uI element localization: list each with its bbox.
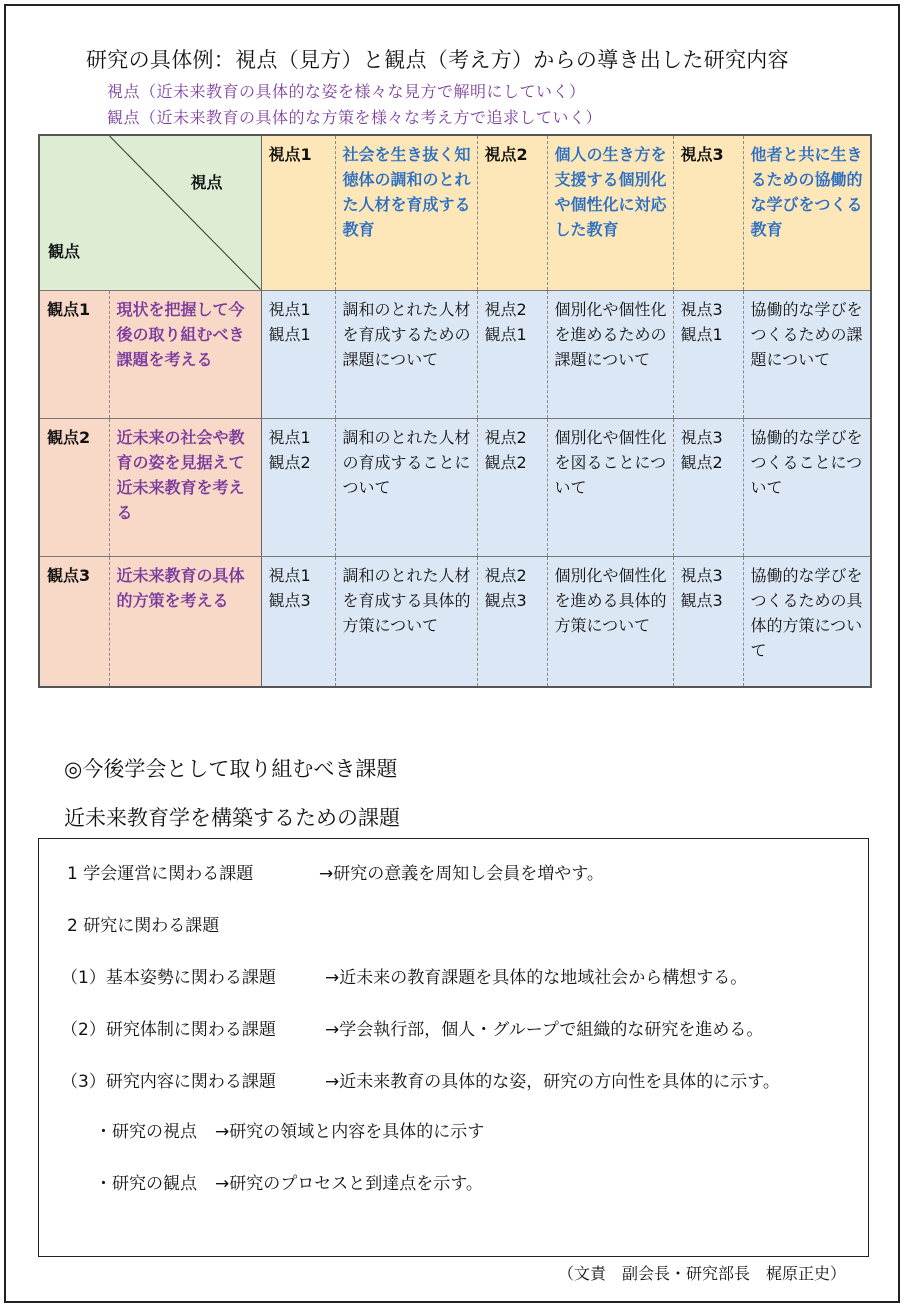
bullet-perspective-result: →研究のプロセスと到達点を示す。 [215,1174,483,1194]
issue-2-1-label: （1）基本姿勢に関わる課題 [61,968,276,988]
row-label-3: 観点3 [39,556,109,687]
cell-tag [261,290,335,418]
cell-text: 個別化や個性化を図ることについて [547,418,673,556]
matrix-row-2 [39,418,871,556]
issue-2-3-label: （3）研究内容に関わる課題 [61,1072,276,1092]
cell-tag-text: 視点2 観点1 [484,299,527,344]
corner-diagonal [40,136,261,290]
cell-tag [261,418,335,556]
issue-2-2-result: →学会執行部，個人・グループで組織的な研究を進める。 [325,1020,764,1040]
column-label-1: 視点1 [261,135,335,290]
column-desc-2: 個人の生き方を支援する個別化や個性化に対応した教育 [547,135,673,290]
section-subheading: 近未来教育学を構築するための課題 [64,806,400,830]
issue-2-1-result: →近未来の教育課題を具体的な地域社会から構想する。 [325,968,748,988]
row-desc-1: 現状を把握して今後の取り組むべき課題を考える [109,290,261,418]
matrix-corner-cell [39,135,261,290]
issues-box [38,838,869,1257]
perspective-definition: 観点（近未来教育の具体的な方策を様々な考え方で追求していく） [107,108,603,127]
cell-tag-text: 視点1 観点1 [268,299,311,344]
cell-text: 調和のとれた人材の育成することについて [335,418,477,556]
cell-tag-text: 視点3 観点1 [680,299,723,344]
cell-text: 個別化や個性化を進める具体的方策について [547,556,673,687]
issue-2-3-result: →近未来教育の具体的な姿，研究の方向性を具体的に示す。 [325,1072,780,1092]
corner-viewpoint-label: 視点 [190,173,223,192]
author-credit: （文責 副会長・研究部長 梶原正史） [557,1264,846,1283]
cell-tag [477,556,547,687]
research-matrix [38,134,872,688]
bullet-viewpoint-label: ・研究の視点 [95,1122,197,1142]
cell-text: 調和のとれた人材を育成するための課題について [335,290,477,418]
column-desc-3: 他者と共に生きるための協働的な学びをつくる教育 [743,135,871,290]
cell-tag [261,556,335,687]
matrix-row-1 [39,290,871,418]
corner-perspective-label: 観点 [48,241,81,261]
column-label-2: 視点2 [477,135,547,290]
matrix-row-3 [39,556,871,687]
issue-2 [67,911,219,936]
row-desc-2: 近未来の社会や教育の姿を見据えて近未来教育を考える [109,418,261,556]
cell-text: 協働的な学びをつくることについて [743,418,871,556]
row-label-2: 観点2 [39,418,109,556]
bullet-perspective-label: ・研究の観点 [95,1174,197,1194]
cell-tag [477,290,547,418]
cell-tag-text: 視点3 観点3 [680,565,723,610]
bullet-viewpoint [95,1117,485,1142]
cell-tag-text: 視点1 観点3 [268,565,311,610]
issue-2-3 [61,1067,780,1092]
cell-tag [673,556,743,687]
issue-1 [67,859,604,884]
cell-tag [477,418,547,556]
cell-text: 調和のとれた人材を育成する具体的方策について [335,556,477,687]
issue-1-result: →研究の意義を周知し会員を増やす。 [319,864,604,884]
cell-text: 協働的な学びをつくるための具体的方策について [743,556,871,687]
cell-tag [673,290,743,418]
issue-2-2 [61,1015,764,1040]
cell-text: 個別化や個性化を進めるための課題について [547,290,673,418]
issue-2-label: 2 研究に関わる課題 [67,916,220,936]
cell-text: 協働的な学びをつくるための課題について [743,290,871,418]
viewpoint-definition: 視点（近未来教育の具体的な姿を様々な見方で解明にしていく） [107,82,586,101]
bullet-perspective [95,1169,483,1194]
bullet-viewpoint-result: →研究の領域と内容を具体的に示す [215,1122,485,1142]
column-desc-1: 社会を生き抜く知徳体の調和のとれた人材を育成する教育 [335,135,477,290]
cell-tag-text: 視点3 観点2 [680,427,723,472]
cell-tag-text: 視点1 観点2 [268,427,311,472]
cell-tag [673,418,743,556]
matrix-header-row [39,135,871,290]
issue-2-2-label: （2）研究体制に関わる課題 [61,1020,276,1040]
cell-tag-text: 視点2 観点2 [484,427,527,472]
issue-1-label: 1 学会運営に関わる課題 [67,864,254,884]
row-label-1: 観点1 [39,290,109,418]
document-title: 研究の具体例：視点（見方）と観点（考え方）からの導き出した研究内容 [86,48,789,72]
issue-2-1 [61,963,748,988]
cell-tag-text: 視点2 観点3 [484,565,527,610]
section-heading: ◎今後学会として取り組むべき課題 [64,757,398,781]
row-desc-3: 近未来教育の具体的方策を考える [109,556,261,687]
column-label-3: 視点3 [673,135,743,290]
